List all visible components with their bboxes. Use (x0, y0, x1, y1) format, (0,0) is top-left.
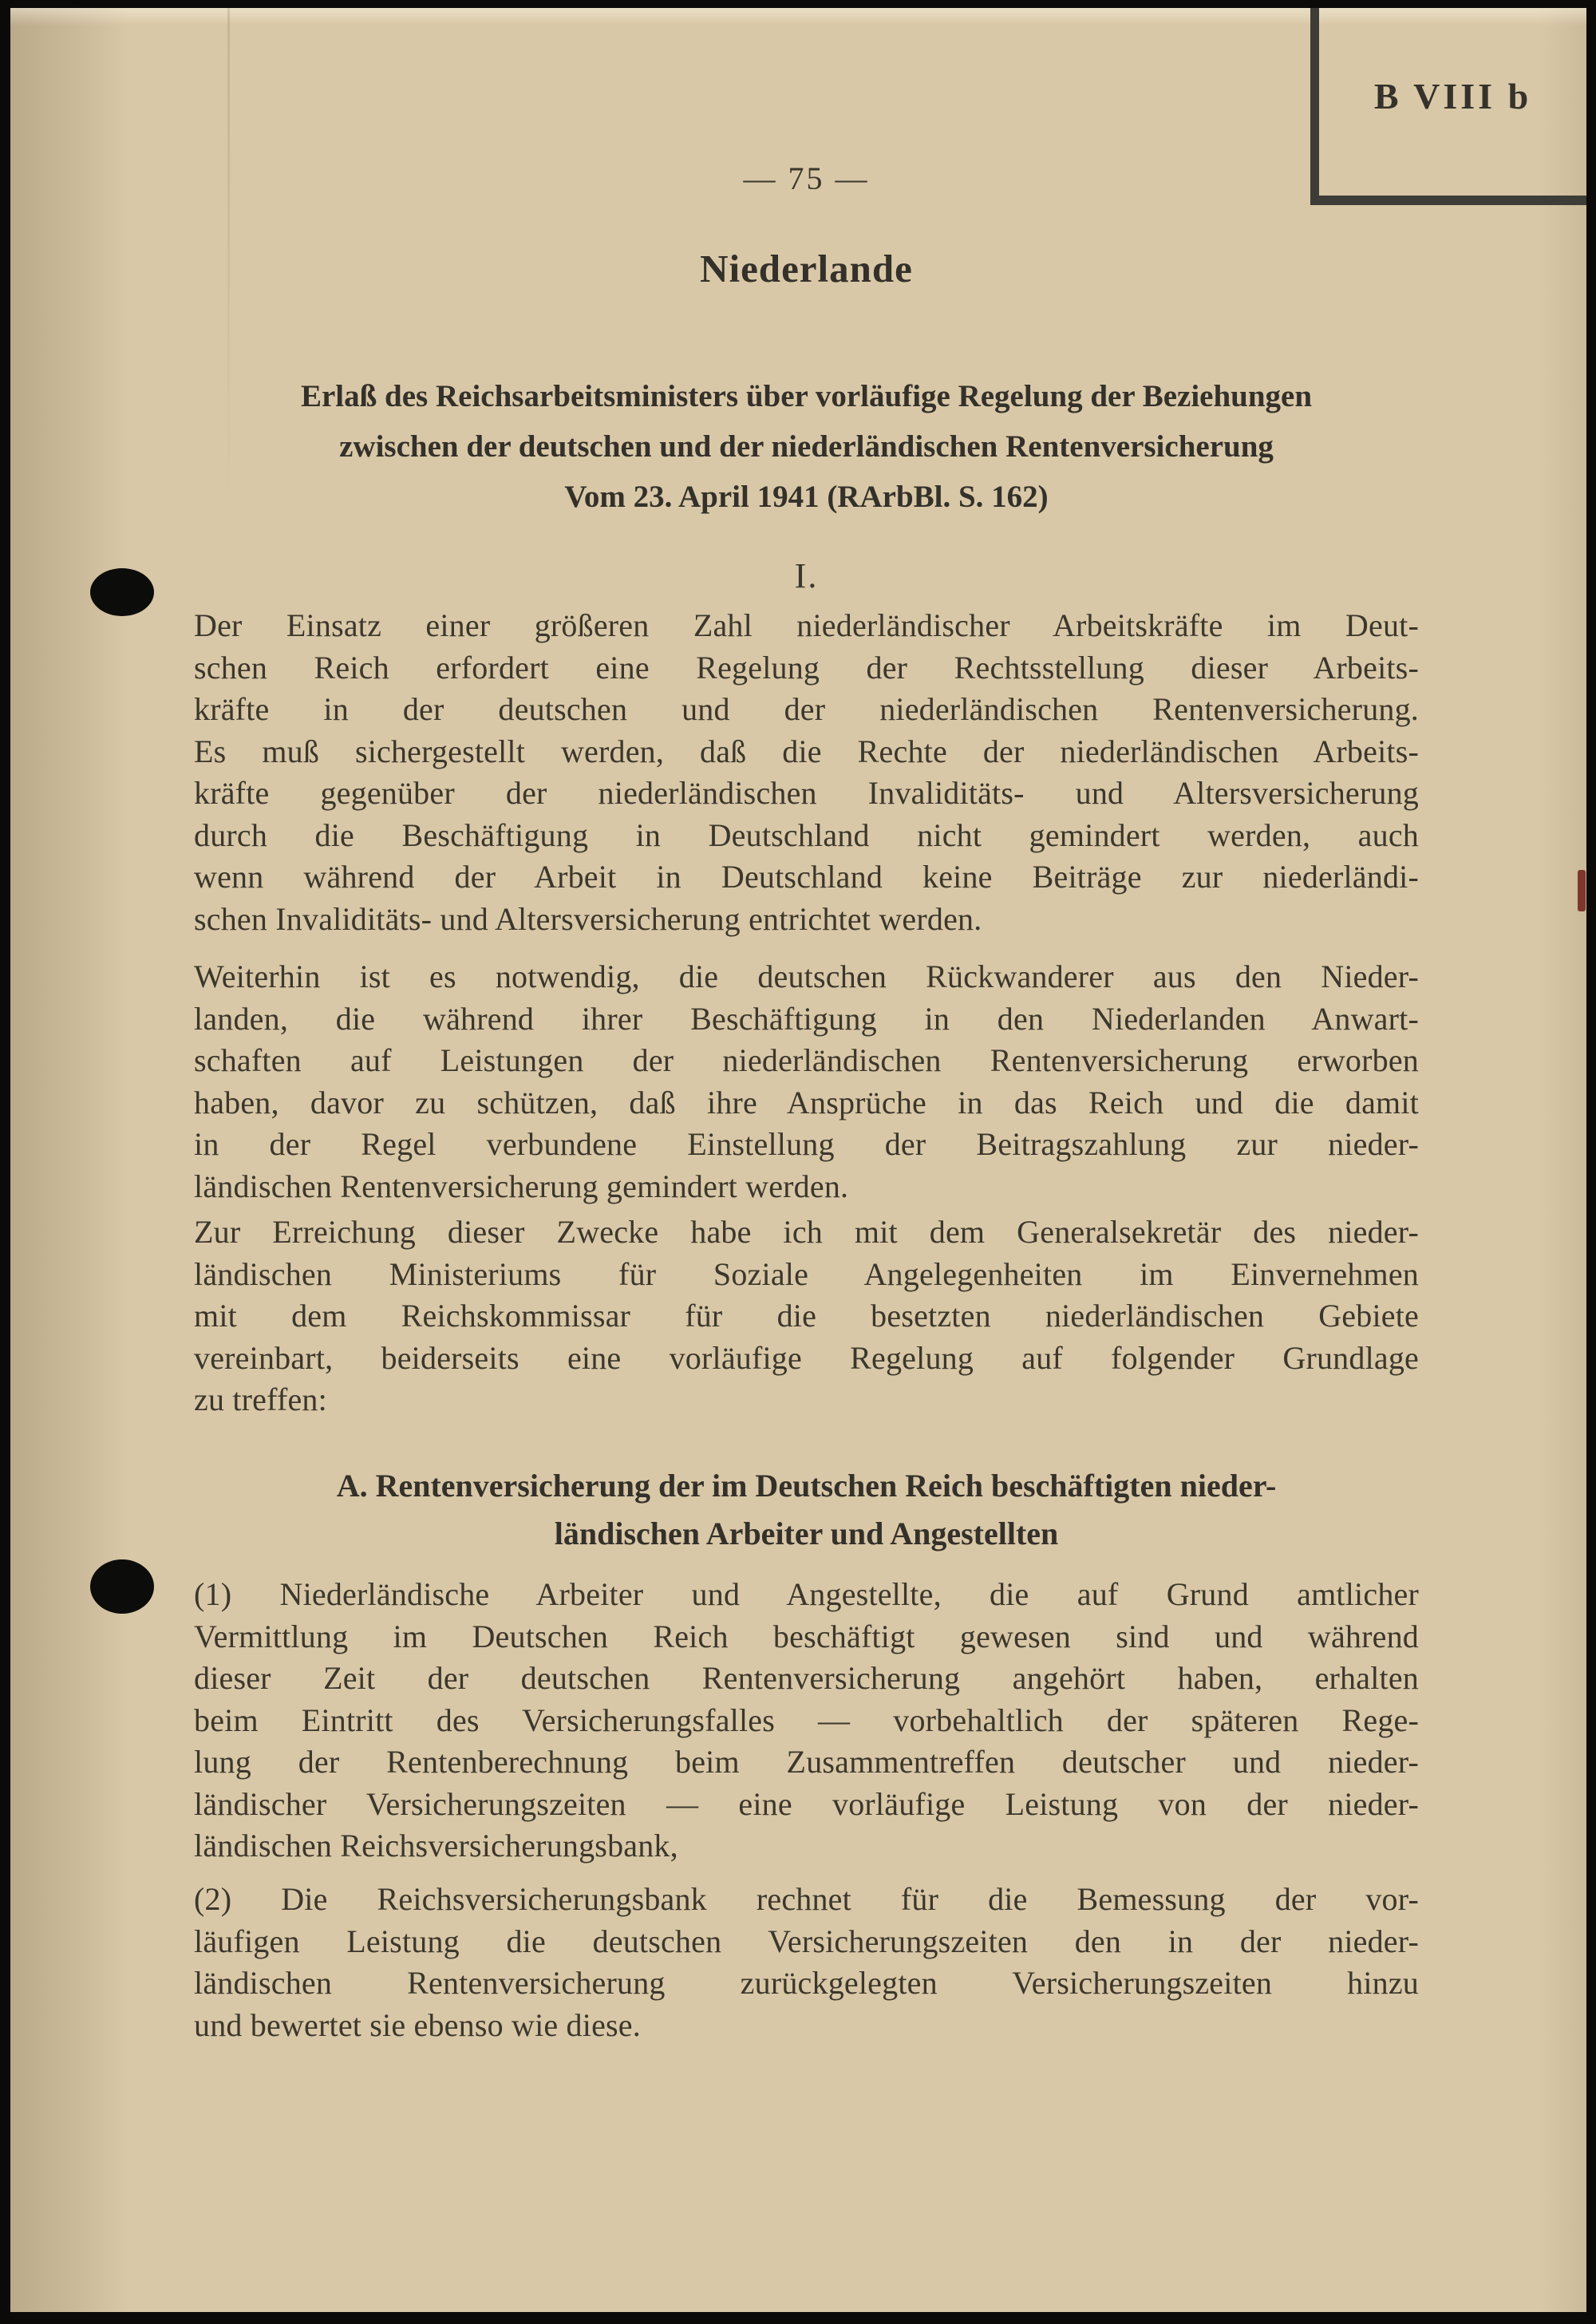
text-line: dieser Zeit der deutschen Rentenversicherung angehört haben, erhalten (194, 1660, 1419, 1696)
punch-hole (90, 1559, 154, 1614)
text-line: in der Regel verbundene Einstellung der Beitragszahlung zur nieder- (194, 1126, 1419, 1162)
text-line: Der Einsatz einer größeren Zahl niederländischer Arbeitskräfte im Deut- (194, 607, 1419, 643)
text-line: beim Eintritt des Versicherungsfalles — vorbehaltlich der späteren Rege- (194, 1702, 1419, 1738)
paper-sheet (10, 8, 1586, 2312)
decree-heading-line: zwischen der deutschen und der niederländischen Rentenversicherung (339, 429, 1274, 464)
text-line: zu treffen: (194, 1381, 327, 1417)
text-line: mit dem Reichskommissar für die besetzten niederländischen Gebiete (194, 1298, 1419, 1334)
paragraph-intro-1 (194, 605, 1419, 940)
paragraph-a1 (194, 1574, 1419, 1868)
section-marker: I. (794, 556, 819, 595)
text-line: ländischen Rentenversicherung zurückgelegten Versicherungszeiten hinzu (194, 1965, 1419, 2001)
paragraph-a2 (194, 1879, 1419, 2046)
text-line: und bewertet sie ebenso wie diese. (194, 2006, 641, 2043)
text-line: (2) Die Reichsversicherungsbank rechnet für die Bemessung der vor- (194, 1881, 1419, 1917)
decree-heading-line: Vom 23. April 1941 (RArbBl. S. 162) (564, 480, 1049, 514)
punch-hole (90, 568, 154, 616)
classification-label: B VIII b (1373, 76, 1532, 117)
section-a-heading-line: ländischen Arbeiter und Angestellten (554, 1516, 1059, 1551)
text-line: vereinbart, beiderseits eine vorläufige Regelung auf folgender Grundlage (194, 1339, 1419, 1376)
text-line: kräfte gegenüber der niederländischen Invaliditäts- und Altersversicherung (194, 775, 1419, 811)
decree-heading (194, 371, 1419, 522)
page-title: Niederlande (700, 247, 913, 290)
text-line: ländischen Ministeriums für Soziale Angelegenheiten im Einvernehmen (194, 1255, 1419, 1292)
text-line: schaften auf Leistungen der niederländischen Rentenversicherung erworben (194, 1042, 1419, 1078)
text-line: Es muß sichergestellt werden, daß die Rechte der niederländischen Arbeits- (194, 733, 1419, 769)
text-line: ländischen Reichsversicherungsbank, (194, 1828, 678, 1864)
text-line: läufigen Leistung die deutschen Versicherungszeiten den in der nieder- (194, 1923, 1419, 1959)
paragraph-intro-3 (194, 1211, 1419, 1421)
text-line: landen, die während ihrer Beschäftigung in den Niederlanden Anwart- (194, 1000, 1419, 1037)
text-line: Vermittlung im Deutschen Reich beschäftigt gewesen sind und während (194, 1618, 1419, 1654)
text-line: Zur Erreichung dieser Zwecke habe ich mit dem Generalsekretär des nieder- (194, 1214, 1419, 1250)
text-line: schen Reich erfordert eine Regelung der Rechtsstellung dieser Arbeits- (194, 649, 1419, 686)
text-line: (1) Niederländische Arbeiter und Angestellte, die auf Grund amtlicher (194, 1576, 1419, 1612)
text-line: schen Invaliditäts- und Altersversicherung entrichtet werden. (194, 900, 982, 937)
text-line: durch die Beschäftigung in Deutschland nicht gemindert werden, auch (194, 816, 1419, 853)
text-line: kräfte in der deutschen und der niederländischen Rentenversicherung. (194, 691, 1419, 727)
text-line: haben, davor zu schützen, daß ihre Ansprüche in das Reich und die damit (194, 1084, 1419, 1120)
section-a-heading-line: A. Rentenversicherung der im Deutschen Reich beschäftigten nieder- (336, 1468, 1277, 1504)
text-line: ländischer Versicherungszeiten — eine vorläufige Leistung von der nieder- (194, 1785, 1419, 1822)
decree-heading-line: Erlaß des Reichsarbeitsministers über vorläufige Regelung der Beziehungen (300, 379, 1313, 413)
text-line: wenn während der Arbeit in Deutschland keine Beiträge zur niederländi- (194, 859, 1419, 895)
text-line: lung der Rentenberechnung beim Zusammentreffen deutscher und nieder- (194, 1744, 1419, 1780)
section-a-heading (194, 1462, 1419, 1558)
red-edge-mark (1578, 870, 1586, 911)
page-number: — 75 — (743, 160, 870, 196)
text-line: ländischen Rentenversicherung gemindert werden. (194, 1168, 849, 1204)
text-line: Weiterhin ist es notwendig, die deutschen Rückwanderer aus den Nieder- (194, 958, 1419, 994)
paragraph-intro-2 (194, 956, 1419, 1207)
